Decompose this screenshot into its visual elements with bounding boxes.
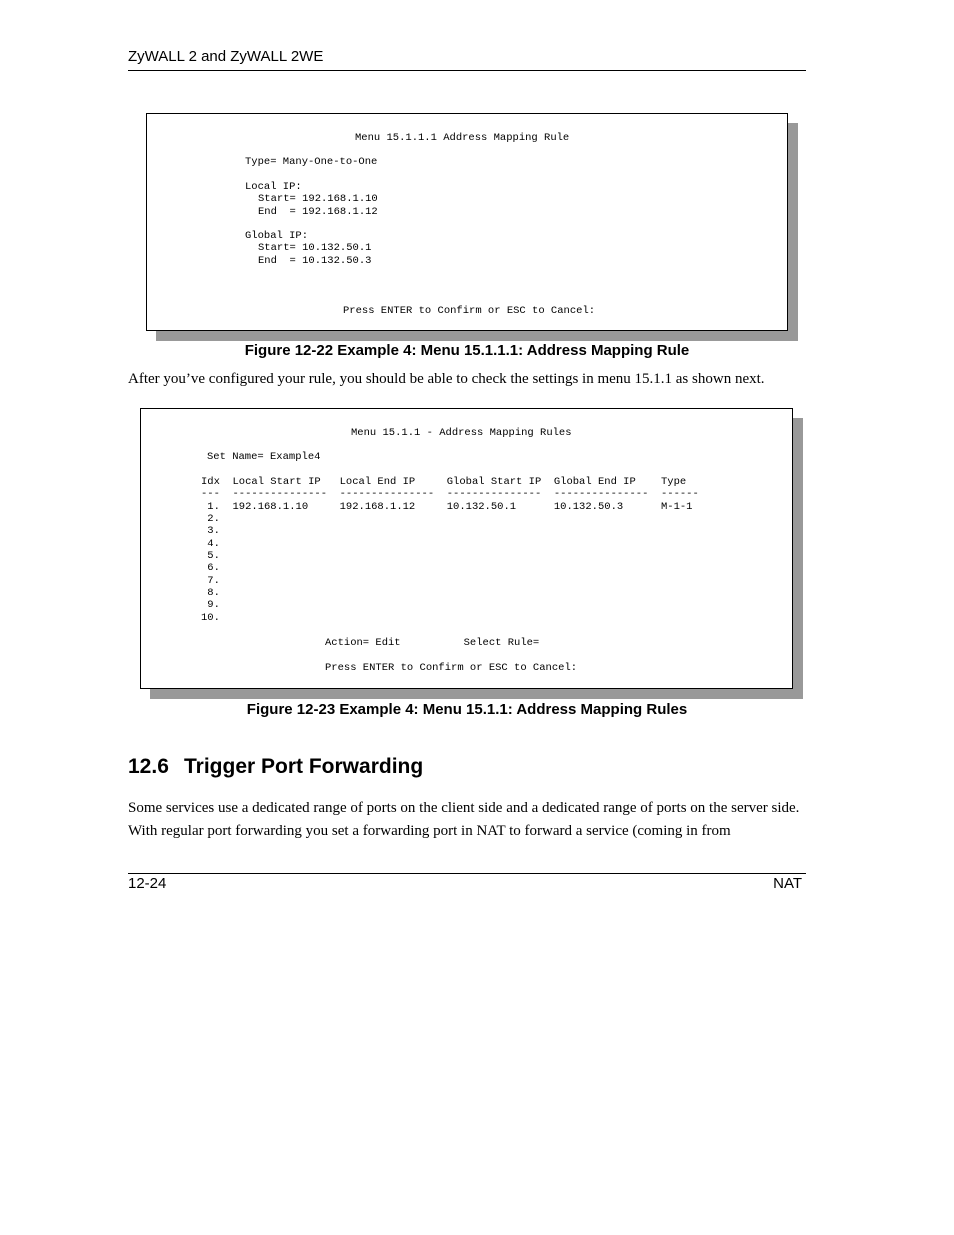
confirm-prompt: Press ENTER to Confirm or ESC to Cancel: <box>343 305 596 317</box>
figure-12-22-screen <box>146 113 788 331</box>
footer-rule <box>128 873 806 874</box>
set-name-field: Set Name= Example4 <box>207 451 321 463</box>
local-ip-label: Local IP: <box>245 181 302 193</box>
page-number: 12-24 <box>128 875 167 892</box>
figure-12-22-caption: Figure 12-22 Example 4: Menu 15.1.1.1: Address Mapping Rule <box>244 342 690 359</box>
table-row[interactable]: 3. <box>201 525 220 537</box>
table-row[interactable]: 5. <box>201 550 220 562</box>
table-row[interactable]: 2. <box>201 513 220 525</box>
screen-title: Menu 15.1.1 - Address Mapping Rules <box>351 427 572 439</box>
table-row[interactable]: 8. <box>201 587 220 599</box>
figure-12-23-screen <box>140 408 793 689</box>
table-row[interactable]: 1. 192.168.1.10 192.168.1.12 10.132.50.1 10.132.50.3 M-1-1 <box>201 501 693 513</box>
confirm-prompt: Press ENTER to Confirm or ESC to Cancel: <box>325 662 578 674</box>
section-number: 12.6 <box>128 755 169 778</box>
local-end-field: End = 192.168.1.12 <box>258 206 378 218</box>
running-header: ZyWALL 2 and ZyWALL 2WE <box>128 48 324 65</box>
global-ip-label: Global IP: <box>245 230 309 242</box>
table-row[interactable]: 9. <box>201 599 220 611</box>
section-heading <box>128 755 423 779</box>
figure-12-23-caption: Figure 12-23 Example 4: Menu 15.1.1: Address Mapping Rules <box>246 701 688 718</box>
rules-table-divider: --- --------------- --------------- --------------- --------------- ------ <box>201 488 699 500</box>
intro-paragraph: After you’ve configured your rule, you should be able to check the settings in menu 15.1.1 as shown next. <box>128 371 765 387</box>
chapter-name: NAT <box>773 875 802 892</box>
global-start-field: Start= 10.132.50.1 <box>258 242 372 254</box>
rules-table-header: Idx Local Start IP Local End IP Global Start IP Global End IP Type <box>201 476 687 488</box>
table-row[interactable]: 7. <box>201 575 220 587</box>
screen-title: Menu 15.1.1.1 Address Mapping Rule <box>355 132 570 144</box>
table-row[interactable]: 4. <box>201 538 220 550</box>
type-field: Type= Many-One-to-One <box>245 156 378 168</box>
table-row[interactable]: 10. <box>201 612 220 624</box>
action-select-line[interactable]: Action= Edit Select Rule= <box>325 637 540 649</box>
global-end-field: End = 10.132.50.3 <box>258 255 372 267</box>
local-start-field: Start= 192.168.1.10 <box>258 193 378 205</box>
section-title: Trigger Port Forwarding <box>184 755 424 778</box>
header-rule <box>128 70 806 71</box>
table-row[interactable]: 6. <box>201 562 220 574</box>
section-paragraph: Some services use a dedicated range of ports on the client side and a dedicated range of ports on the server side. With regular port forwarding you set a forwarding port in NAT to forward a service (coming in from <box>128 800 800 839</box>
